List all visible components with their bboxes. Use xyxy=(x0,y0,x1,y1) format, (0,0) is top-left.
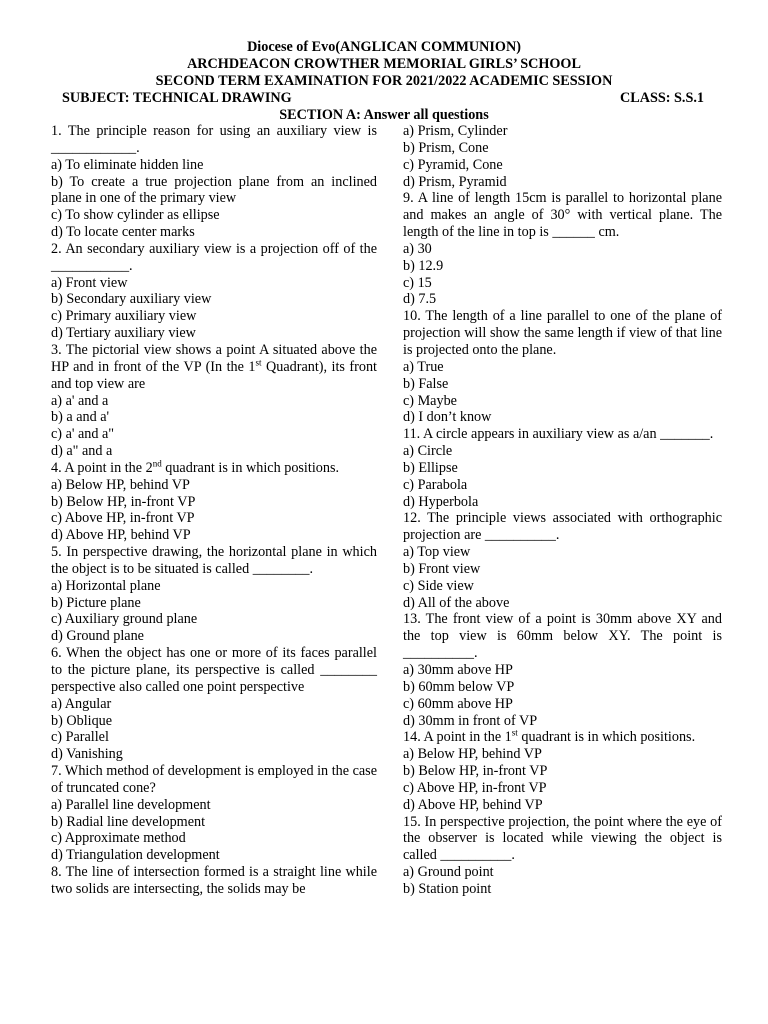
section-heading: SECTION A: Answer all questions xyxy=(279,107,489,123)
right-column xyxy=(403,123,722,898)
option-c: c) Parallel xyxy=(51,729,109,746)
option-a: a) Prism, Cylinder xyxy=(403,123,508,139)
question-3 xyxy=(51,342,377,460)
option-b: b) To create a true projection plane from an inclined plane in one of the primary view xyxy=(51,173,377,207)
option-c: c) Approximate method xyxy=(51,830,186,847)
question-text: 10. The length of a line parallel to one of the plane of projection will show the same length if view of that line is projected onto the plane. xyxy=(403,308,722,358)
option-d: d) Vanishing xyxy=(51,746,123,763)
option-c: c) To show cylinder as ellipse xyxy=(51,207,220,224)
option-a: a) 30mm above HP xyxy=(403,662,513,678)
option-a: a) 30 xyxy=(403,240,432,257)
option-b: b) Below HP, in-front VP xyxy=(403,763,548,780)
option-c: c) Auxiliary ground plane xyxy=(51,611,198,628)
class-label: CLASS: S.S.1 xyxy=(620,90,704,106)
diocese-heading: Diocese of Evo(ANGLICAN COMMUNION) xyxy=(247,39,521,55)
option-d: d) Prism, Pyramid xyxy=(403,173,507,190)
question-text: 11. A circle appears in auxiliary view as a/an _______. xyxy=(403,426,714,443)
option-d: d) All of the above xyxy=(403,594,510,611)
question-5 xyxy=(51,544,377,645)
option-a: a) Front view xyxy=(51,274,128,291)
question-13 xyxy=(403,611,722,729)
question-10 xyxy=(403,308,722,426)
question-8-options xyxy=(403,123,722,190)
option-a: a) Ground point xyxy=(403,864,494,881)
question-9 xyxy=(403,190,722,308)
option-d: d) Above HP, behind VP xyxy=(403,796,543,813)
question-text: 12. The principle views associated with orthographic projection are __________. xyxy=(403,510,722,544)
option-b: b) Secondary auxiliary view xyxy=(51,291,212,308)
question-text: 8. The line of intersection formed is a straight line while two solids are intersecting, the solids may be xyxy=(51,864,377,897)
question-15 xyxy=(403,814,722,898)
option-d: d) To locate center marks xyxy=(51,224,195,241)
question-8 xyxy=(51,864,377,898)
option-b: b) 60mm below VP xyxy=(403,678,515,695)
question-text: 7. Which method of development is employed in the case of truncated cone? xyxy=(51,763,377,796)
option-d: d) Ground plane xyxy=(51,628,144,645)
school-name: ARCHDEACON CROWTHER MEMORIAL GIRLS’ SCHOOL xyxy=(187,56,581,72)
option-d: d) Triangulation development xyxy=(51,847,220,864)
question-7 xyxy=(51,763,377,864)
option-b: b) Oblique xyxy=(51,712,113,729)
option-c: c) 60mm above HP xyxy=(403,695,513,712)
option-b: b) Front view xyxy=(403,560,481,577)
option-d: d) Hyperbola xyxy=(403,493,479,510)
option-b: b) Prism, Cone xyxy=(403,139,489,156)
question-text: 4. A point in the 2nd quadrant is in which positions. xyxy=(51,458,340,476)
option-a: a) Below HP, behind VP xyxy=(403,746,542,763)
question-6 xyxy=(51,645,377,763)
question-text: 6. When the object has one or more of its faces parallel to the picture plane, its perspective is called ________ perspective also called one point perspective xyxy=(51,645,377,695)
question-text: 14. A point in the 1st quadrant is in which positions. xyxy=(403,727,696,746)
question-text: 15. In perspective projection, the point where the eye of the observer is located while viewing the object is called __________. xyxy=(403,813,722,864)
option-a: a) Parallel line development xyxy=(51,796,211,813)
option-b: b) Station point xyxy=(403,880,492,897)
option-a: a) Top view xyxy=(403,544,471,561)
option-c: c) Primary auxiliary view xyxy=(51,308,197,325)
option-c: c) Side view xyxy=(403,577,474,594)
option-d: d) Tertiary auxiliary view xyxy=(51,325,196,342)
option-c: c) Maybe xyxy=(403,392,457,409)
option-d: d) 7.5 xyxy=(403,291,437,308)
question-1 xyxy=(51,123,377,241)
option-c: c) 15 xyxy=(403,274,432,291)
exam-title: SECOND TERM EXAMINATION FOR 2021/2022 ACADEMIC SESSION xyxy=(155,73,613,89)
question-text: 9. A line of length 15cm is parallel to horizontal plane and makes an angle of 30° with vertical plane. The length of the line in top is ______ cm. xyxy=(403,190,722,241)
option-a: a) Below HP, behind VP xyxy=(51,476,190,493)
question-12 xyxy=(403,510,722,611)
option-c: c) Parabola xyxy=(403,476,468,493)
question-2 xyxy=(51,241,377,342)
option-b: b) 12.9 xyxy=(403,257,444,274)
option-b: b) Picture plane xyxy=(51,594,141,611)
option-d: d) a" and a xyxy=(51,443,113,460)
question-text: 13. The front view of a point is 30mm above XY and the top view is 60mm below XY. The point is __________. xyxy=(403,611,722,662)
option-c: c) Pyramid, Cone xyxy=(403,156,503,173)
option-a: a) True xyxy=(403,358,444,375)
option-c: c) Above HP, in-front VP xyxy=(403,779,547,796)
left-column xyxy=(51,123,377,898)
question-text: 1. The principle reason for using an auxiliary view is ____________. xyxy=(51,123,377,156)
question-4 xyxy=(51,460,377,544)
question-text: 5. In perspective drawing, the horizontal plane in which the object is to be situated is called ________. xyxy=(51,544,377,577)
option-a: a) Angular xyxy=(51,695,112,712)
option-a: a) Horizontal plane xyxy=(51,577,161,594)
question-11 xyxy=(403,426,722,510)
option-b: b) a and a' xyxy=(51,409,110,426)
option-b: b) Below HP, in-front VP xyxy=(51,493,196,510)
option-b: b) Ellipse xyxy=(403,459,458,476)
option-b: b) Radial line development xyxy=(51,813,206,830)
option-d: d) I don’t know xyxy=(403,409,492,426)
option-c: c) a' and a" xyxy=(51,426,115,443)
option-d: d) Above HP, behind VP xyxy=(51,527,191,544)
option-d: d) 30mm in front of VP xyxy=(403,712,538,729)
subject-label: SUBJECT: TECHNICAL DRAWING xyxy=(62,90,292,106)
option-a: a) a' and a xyxy=(51,392,109,409)
option-b: b) False xyxy=(403,375,449,392)
option-a: a) To eliminate hidden line xyxy=(51,156,204,173)
option-a: a) Circle xyxy=(403,443,453,460)
question-text: 3. The pictorial view shows a point A situated above the HP and in front of the VP (In the 1st Quadrant), its front and top view are xyxy=(51,341,377,392)
question-text: 2. An secondary auxiliary view is a projection off of the ___________. xyxy=(51,240,377,274)
question-14 xyxy=(403,729,722,813)
option-c: c) Above HP, in-front VP xyxy=(51,510,195,527)
